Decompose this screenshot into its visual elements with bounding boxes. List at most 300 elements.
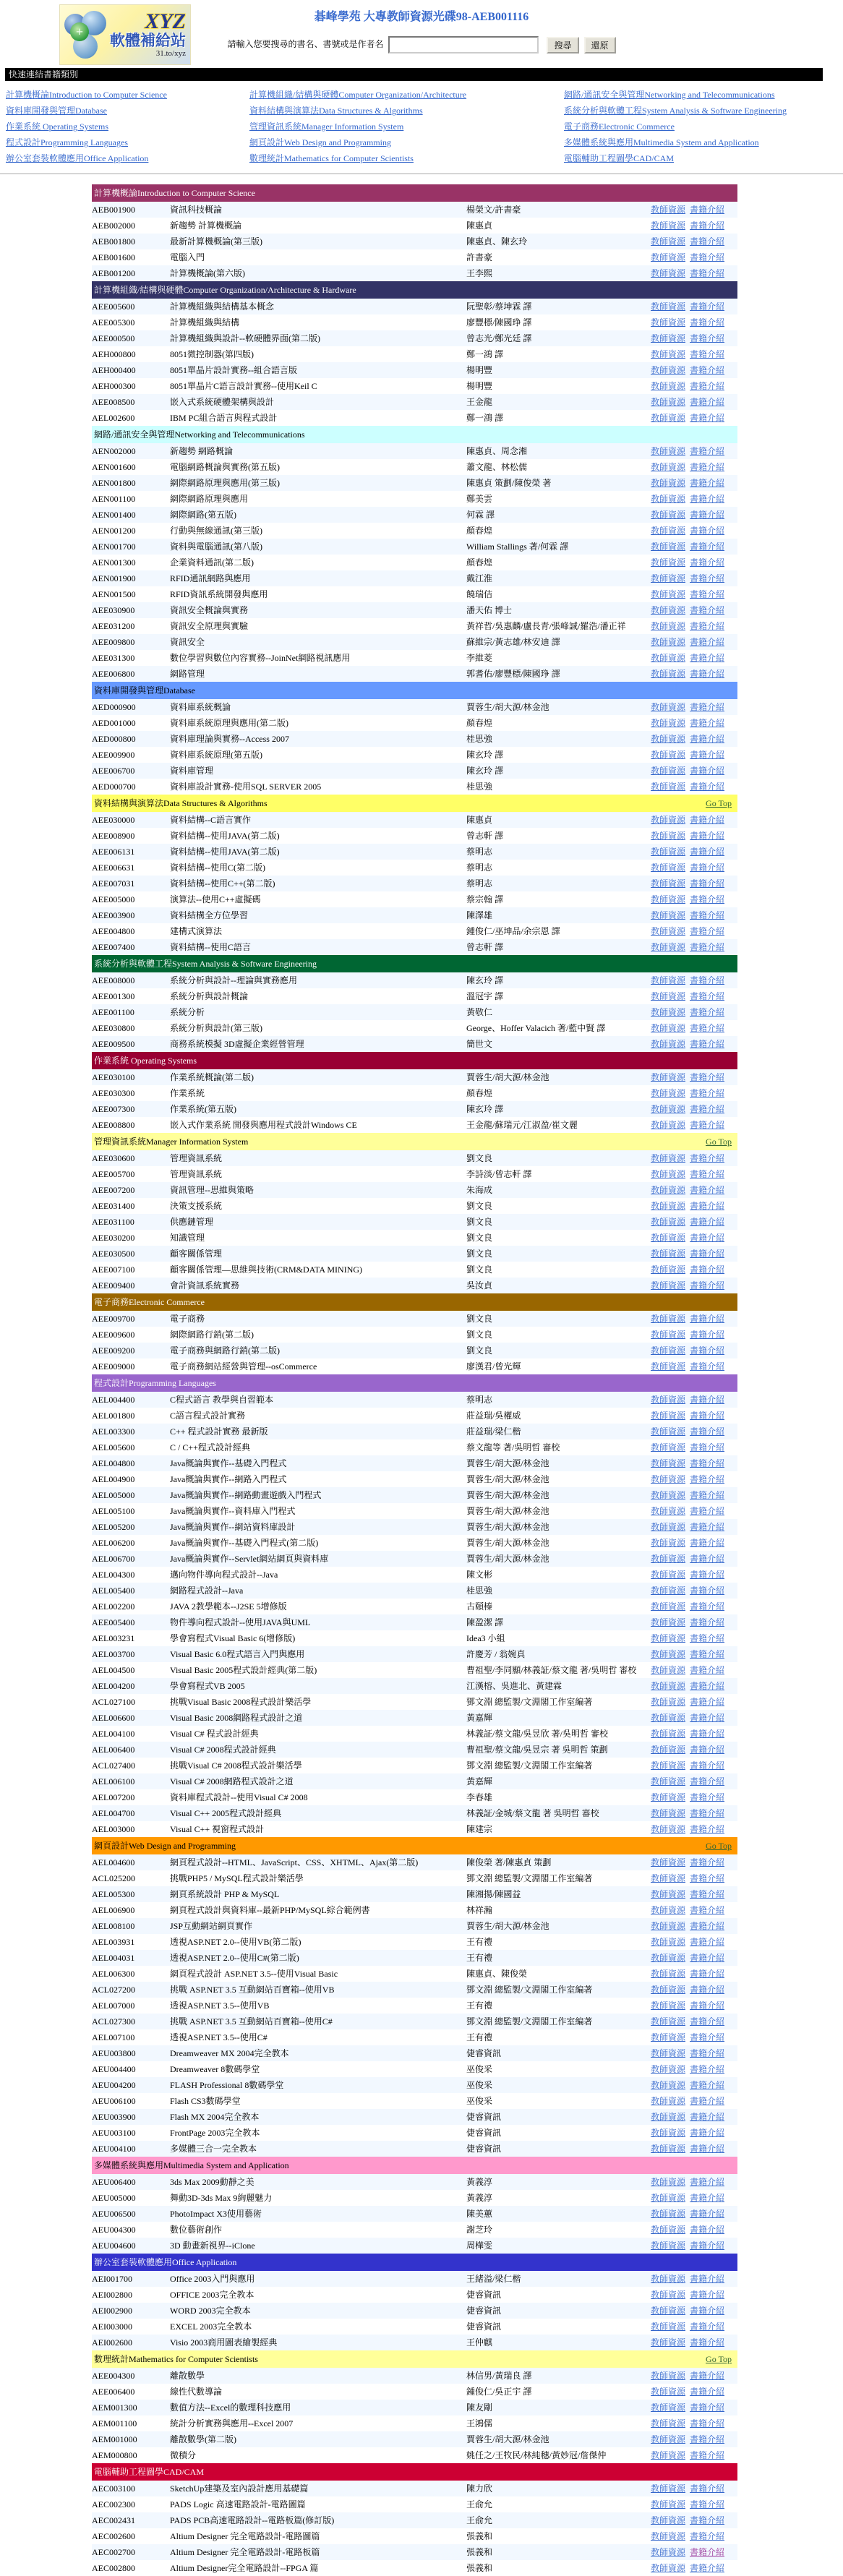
teacher-resource-link[interactable]: 教師資源 (651, 2322, 686, 2332)
quick-link-8[interactable]: 電子商務Electronic Commerce (564, 121, 675, 132)
quick-link-12[interactable]: 辦公室套裝軟體應用Office Application (6, 153, 149, 163)
teacher-resource-link[interactable]: 教師資源 (651, 1808, 686, 1818)
book-intro-link[interactable]: 書籍介紹 (690, 2483, 725, 2494)
book-intro-link[interactable]: 書籍介紹 (690, 365, 725, 375)
teacher-resource-link[interactable]: 教師資源 (651, 910, 686, 920)
teacher-resource-link[interactable]: 教師資源 (651, 975, 686, 985)
book-author: 賈蓉生/胡大源/林金池 (466, 2434, 549, 2444)
teacher-resource-link[interactable]: 教師資源 (651, 2144, 686, 2154)
teacher-resource-link[interactable]: 教師資源 (651, 1697, 686, 1707)
book-intro-link[interactable]: 書籍介紹 (690, 1233, 725, 1243)
book-title: Visual Basic 6.0程式語言入門與應用 (170, 1649, 305, 1659)
book-intro-link[interactable]: 書籍介紹 (690, 1745, 725, 1755)
teacher-resource-link[interactable]: 教師資源 (651, 863, 686, 873)
book-intro-link[interactable]: 書籍介紹 (690, 2322, 725, 2332)
teacher-resource-link[interactable]: 教師資源 (651, 2274, 686, 2284)
book-intro-link[interactable]: 書籍介紹 (690, 1969, 725, 1979)
teacher-resource-link[interactable]: 教師資源 (651, 2209, 686, 2219)
book-intro-link[interactable]: 書籍介紹 (690, 1345, 725, 1356)
book-intro-link[interactable]: 書籍介紹 (690, 2450, 725, 2460)
teacher-resource-link[interactable]: 教師資源 (651, 1873, 686, 1883)
book-intro-link[interactable]: 書籍介紹 (690, 1120, 725, 1130)
book-intro-link[interactable]: 書籍介紹 (690, 573, 725, 583)
book-intro-link[interactable]: 書籍介紹 (690, 381, 725, 391)
teacher-resource-link[interactable]: 教師資源 (651, 2387, 686, 2397)
quick-link-2[interactable]: 網路/通訊安全與管理Networking and Telecommunications (564, 90, 775, 100)
book-intro-link[interactable]: 書籍介紹 (690, 878, 725, 889)
teacher-resource-link[interactable]: 教師資源 (651, 2001, 686, 2011)
teacher-resource-link[interactable]: 教師資源 (651, 526, 686, 536)
teacher-resource-link[interactable]: 教師資源 (651, 991, 686, 1001)
book-title: 資料庫系統概論 (170, 702, 231, 712)
book-intro-link[interactable]: 書籍介紹 (690, 413, 725, 423)
teacher-resource-link[interactable]: 教師資源 (651, 1776, 686, 1786)
teacher-resource-link[interactable]: 教師資源 (651, 1280, 686, 1291)
teacher-resource-link[interactable]: 教師資源 (651, 1361, 686, 1372)
book-intro-link[interactable]: 書籍介紹 (690, 718, 725, 728)
book-intro-link[interactable]: 書籍介紹 (690, 2531, 725, 2541)
teacher-resource-link[interactable]: 教師資源 (651, 2434, 686, 2444)
teacher-resource-link[interactable]: 教師資源 (651, 1601, 686, 1612)
book-title: 網頁程式設計與資料庫--最新PHP/MySQL綜合範例書 (170, 1905, 370, 1915)
teacher-resource-link[interactable]: 教師資源 (651, 1039, 686, 1049)
quick-link-13[interactable]: 數理統計Mathematics for Computer Scientists (249, 153, 414, 163)
book-intro-link[interactable]: 書籍介紹 (690, 2032, 725, 2042)
teacher-resource-link[interactable]: 教師資源 (651, 2531, 686, 2541)
book-intro-link[interactable]: 書籍介紹 (690, 526, 725, 536)
book-intro-link[interactable]: 書籍介紹 (690, 942, 725, 952)
teacher-resource-link[interactable]: 教師資源 (651, 333, 686, 343)
book-intro-link[interactable]: 書籍介紹 (690, 1490, 725, 1500)
teacher-resource-link[interactable]: 教師資源 (651, 894, 686, 904)
search-input[interactable] (388, 36, 539, 54)
book-intro-link[interactable]: 書籍介紹 (690, 847, 725, 857)
teacher-resource-link[interactable]: 教師資源 (651, 1937, 686, 1947)
book-intro-link[interactable]: 書籍介紹 (690, 2290, 725, 2300)
book-intro-link[interactable]: 書籍介紹 (690, 2499, 725, 2509)
teacher-resource-link[interactable]: 教師資源 (651, 1217, 686, 1227)
book-title: 8051微控制器(第四版) (170, 349, 254, 359)
book-intro-link[interactable]: 書籍介紹 (690, 1937, 725, 1947)
book-intro-link[interactable]: 書籍介紹 (690, 2112, 725, 2122)
book-intro-link[interactable]: 書籍介紹 (690, 301, 725, 312)
book-intro-link[interactable]: 書籍介紹 (690, 1280, 725, 1291)
book-intro-link[interactable]: 書籍介紹 (690, 1411, 725, 1421)
teacher-resource-link[interactable]: 教師資源 (651, 1185, 686, 1195)
book-intro-link[interactable]: 書籍介紹 (690, 1442, 725, 1452)
teacher-resource-link[interactable]: 教師資源 (651, 1985, 686, 1995)
book-intro-link[interactable]: 書籍介紹 (690, 1824, 725, 1834)
book-intro-link[interactable]: 書籍介紹 (690, 1361, 725, 1372)
book-intro-link[interactable]: 書籍介紹 (690, 2016, 725, 2027)
teacher-resource-link[interactable]: 教師資源 (651, 2547, 686, 2557)
teacher-resource-link[interactable]: 教師資源 (651, 252, 686, 262)
teacher-resource-link[interactable]: 教師資源 (651, 831, 686, 841)
teacher-resource-link[interactable]: 教師資源 (651, 2048, 686, 2058)
book-intro-link[interactable]: 書籍介紹 (690, 2274, 725, 2284)
go-top-link[interactable]: Go Top (706, 1841, 732, 1851)
teacher-resource-link[interactable]: 教師資源 (651, 942, 686, 952)
teacher-resource-link[interactable]: 教師資源 (651, 750, 686, 760)
teacher-resource-link[interactable]: 教師資源 (651, 926, 686, 936)
teacher-resource-link[interactable]: 教師資源 (651, 1345, 686, 1356)
book-intro-link[interactable]: 書籍介紹 (690, 831, 725, 841)
teacher-resource-link[interactable]: 教師資源 (651, 878, 686, 889)
teacher-resource-link[interactable]: 教師資源 (651, 301, 686, 312)
book-intro-link[interactable]: 書籍介紹 (690, 975, 725, 985)
book-intro-link[interactable]: 書籍介紹 (690, 2144, 725, 2154)
book-intro-link[interactable]: 書籍介紹 (690, 1889, 725, 1899)
teacher-resource-link[interactable]: 教師資源 (651, 1570, 686, 1580)
teacher-resource-link[interactable]: 教師資源 (651, 446, 686, 456)
teacher-resource-link[interactable]: 教師資源 (651, 1792, 686, 1802)
book-intro-link[interactable]: 書籍介紹 (690, 1201, 725, 1211)
book-intro-link[interactable]: 書籍介紹 (690, 2371, 725, 2381)
teacher-resource-link[interactable]: 教師資源 (651, 1745, 686, 1755)
teacher-resource-link[interactable]: 教師資源 (651, 2499, 686, 2509)
book-intro-link[interactable]: 書籍介紹 (690, 1474, 725, 1484)
teacher-resource-link[interactable]: 教師資源 (651, 718, 686, 728)
book-intro-link[interactable]: 書籍介紹 (690, 1007, 725, 1017)
book-intro-link[interactable]: 書籍介紹 (690, 734, 725, 744)
search-label: 請輸入您要搜尋的書名、書號或是作者名 (227, 38, 384, 49)
book-intro-link[interactable]: 書籍介紹 (690, 2241, 725, 2251)
teacher-resource-link[interactable]: 教師資源 (651, 1395, 686, 1405)
book-intro-link[interactable]: 書籍介紹 (690, 221, 725, 231)
teacher-resource-link[interactable]: 教師資源 (651, 365, 686, 375)
teacher-resource-link[interactable]: 教師資源 (651, 1633, 686, 1643)
book-intro-link[interactable]: 書籍介紹 (690, 349, 725, 359)
quick-link-14[interactable]: 電腦輔助工程圖學CAD/CAM (564, 153, 675, 163)
book-intro-link[interactable]: 書籍介紹 (690, 910, 725, 920)
quick-link-11[interactable]: 多媒體系統與應用Multimedia System and Application (564, 137, 759, 147)
book-intro-link[interactable]: 書籍介紹 (690, 991, 725, 1001)
teacher-resource-link[interactable]: 教師資源 (651, 573, 686, 583)
book-intro-link[interactable]: 書籍介紹 (690, 2064, 725, 2074)
book-intro-link[interactable]: 書籍介紹 (690, 446, 725, 456)
book-intro-link[interactable]: 書籍介紹 (690, 2209, 725, 2219)
teacher-resource-link[interactable]: 教師資源 (651, 1713, 686, 1723)
quick-link-1[interactable]: 計算機組織/結構與硬體Computer Organization/Architecture (249, 90, 467, 100)
book-intro-link[interactable]: 書籍介紹 (690, 1586, 725, 1596)
book-intro-link[interactable]: 書籍介紹 (690, 1633, 725, 1643)
teacher-resource-link[interactable]: 教師資源 (651, 2402, 686, 2413)
book-intro-link[interactable]: 書籍介紹 (690, 1681, 725, 1691)
go-top-link[interactable]: Go Top (706, 798, 732, 808)
teacher-resource-link[interactable]: 教師資源 (651, 1474, 686, 1484)
book-intro-link[interactable]: 書籍介紹 (690, 2547, 725, 2557)
book-intro-link[interactable]: 書籍介紹 (690, 478, 725, 488)
book-intro-link[interactable]: 書籍介紹 (690, 1729, 725, 1739)
book-intro-link[interactable]: 書籍介紹 (690, 1395, 725, 1405)
book-intro-link[interactable]: 書籍介紹 (690, 1760, 725, 1771)
teacher-resource-link[interactable]: 教師資源 (651, 349, 686, 359)
reset-button[interactable]: 還原 (584, 37, 616, 54)
teacher-resource-link[interactable]: 教師資源 (651, 2032, 686, 2042)
book-intro-link[interactable]: 書籍介紹 (690, 1458, 725, 1468)
quick-link-4[interactable]: 資料結構與演算法Data Structures & Algorithms (249, 106, 423, 116)
teacher-resource-link[interactable]: 教師資源 (651, 1265, 686, 1275)
book-intro-link[interactable]: 書籍介紹 (690, 782, 725, 792)
book-intro-link[interactable]: 書籍介紹 (690, 2402, 725, 2413)
search-button[interactable]: 搜尋 (547, 37, 578, 54)
teacher-resource-link[interactable]: 教師資源 (651, 1857, 686, 1867)
book-intro-link[interactable]: 書籍介紹 (690, 1217, 725, 1227)
book-intro-link[interactable]: 書籍介紹 (690, 1921, 725, 1931)
book-intro-link[interactable]: 書籍介紹 (690, 589, 725, 599)
teacher-resource-link[interactable]: 教師資源 (651, 2450, 686, 2460)
quick-link-9[interactable]: 程式設計Programming Languages (6, 137, 128, 147)
teacher-resource-link[interactable]: 教師資源 (651, 268, 686, 278)
teacher-resource-link[interactable]: 教師資源 (651, 381, 686, 391)
teacher-resource-link[interactable]: 教師資源 (651, 1681, 686, 1691)
book-intro-link[interactable]: 書籍介紹 (690, 1426, 725, 1437)
teacher-resource-link[interactable]: 教師資源 (651, 782, 686, 792)
book-author: 鄭一鴻 譯 (466, 349, 504, 359)
book-intro-link[interactable]: 書籍介紹 (690, 1985, 725, 1995)
quick-link-7[interactable]: 管理資訊系統Manager Information System (249, 121, 404, 132)
book-intro-link[interactable]: 書籍介紹 (690, 750, 725, 760)
book-intro-link[interactable]: 書籍介紹 (690, 766, 725, 776)
teacher-resource-link[interactable]: 教師資源 (651, 621, 686, 631)
teacher-resource-link[interactable]: 教師資源 (651, 589, 686, 599)
book-intro-link[interactable]: 書籍介紹 (690, 1314, 725, 1324)
book-intro-link[interactable]: 書籍介紹 (690, 1104, 725, 1114)
teacher-resource-link[interactable]: 教師資源 (651, 1554, 686, 1564)
book-intro-link[interactable]: 書籍介紹 (690, 1039, 725, 1049)
teacher-resource-link[interactable]: 教師資源 (651, 2241, 686, 2251)
teacher-resource-link[interactable]: 教師資源 (651, 2371, 686, 2381)
teacher-resource-link[interactable]: 教師資源 (651, 1088, 686, 1098)
book-intro-link[interactable]: 書籍介紹 (690, 621, 725, 631)
book-intro-link[interactable]: 書籍介紹 (690, 1153, 725, 1163)
book-intro-link[interactable]: 書籍介紹 (690, 863, 725, 873)
teacher-resource-link[interactable]: 教師資源 (651, 317, 686, 328)
teacher-resource-link[interactable]: 教師資源 (651, 1120, 686, 1130)
teacher-resource-link[interactable]: 教師資源 (651, 1023, 686, 1033)
teacher-resource-link[interactable]: 教師資源 (651, 2337, 686, 2348)
teacher-resource-link[interactable]: 教師資源 (651, 2225, 686, 2235)
book-intro-link[interactable]: 書籍介紹 (690, 317, 725, 328)
book-intro-link[interactable]: 書籍介紹 (690, 1713, 725, 1723)
teacher-resource-link[interactable]: 教師資源 (651, 2515, 686, 2525)
book-intro-link[interactable]: 書籍介紹 (690, 1808, 725, 1818)
book-intro-link[interactable]: 書籍介紹 (690, 1649, 725, 1659)
quick-link-5[interactable]: 系統分析與軟體工程System Analysis & Software Engineering (564, 106, 787, 116)
teacher-resource-link[interactable]: 教師資源 (651, 1411, 686, 1421)
book-intro-link[interactable]: 書籍介紹 (690, 2387, 725, 2397)
teacher-resource-link[interactable]: 教師資源 (651, 413, 686, 423)
teacher-resource-link[interactable]: 教師資源 (651, 510, 686, 520)
book-intro-link[interactable]: 書籍介紹 (690, 1857, 725, 1867)
teacher-resource-link[interactable]: 教師資源 (651, 1617, 686, 1627)
book-intro-link[interactable]: 書籍介紹 (690, 236, 725, 247)
book-intro-link[interactable]: 書籍介紹 (690, 510, 725, 520)
teacher-resource-link[interactable]: 教師資源 (651, 1249, 686, 1259)
quick-link-0[interactable]: 計算機概論Introduction to Computer Science (6, 90, 167, 100)
teacher-resource-link[interactable]: 教師資源 (651, 494, 686, 504)
teacher-resource-link[interactable]: 教師資源 (651, 1665, 686, 1675)
teacher-resource-link[interactable]: 教師資源 (651, 1824, 686, 1834)
book-intro-link[interactable]: 書籍介紹 (690, 1776, 725, 1786)
teacher-resource-link[interactable]: 教師資源 (651, 2080, 686, 2090)
teacher-resource-link[interactable]: 教師資源 (651, 1760, 686, 1771)
book-intro-link[interactable]: 書籍介紹 (690, 1665, 725, 1675)
teacher-resource-link[interactable]: 教師資源 (651, 1314, 686, 1324)
book-intro-link[interactable]: 書籍介紹 (690, 2048, 725, 2058)
teacher-resource-link[interactable]: 教師資源 (651, 557, 686, 568)
teacher-resource-link[interactable]: 教師資源 (651, 2306, 686, 2316)
teacher-resource-link[interactable]: 教師資源 (651, 605, 686, 615)
book-intro-link[interactable]: 書籍介紹 (690, 494, 725, 504)
book-intro-link[interactable]: 書籍介紹 (690, 1169, 725, 1179)
book-intro-link[interactable]: 書籍介紹 (690, 637, 725, 647)
book-intro-link[interactable]: 書籍介紹 (690, 1249, 725, 1259)
teacher-resource-link[interactable]: 教師資源 (651, 1458, 686, 1468)
teacher-resource-link[interactable]: 教師資源 (651, 653, 686, 663)
book-intro-link[interactable]: 書籍介紹 (690, 702, 725, 712)
book-title: PADS PCB高速電路設計--電路板篇(修訂版) (170, 2515, 335, 2525)
book-intro-link[interactable]: 書籍介紹 (690, 557, 725, 568)
teacher-resource-link[interactable]: 教師資源 (651, 2418, 686, 2429)
teacher-resource-link[interactable]: 教師資源 (651, 2290, 686, 2300)
book-intro-link[interactable]: 書籍介紹 (690, 1697, 725, 1707)
teacher-resource-link[interactable]: 教師資源 (651, 2112, 686, 2122)
book-intro-link[interactable]: 書籍介紹 (690, 2096, 725, 2106)
teacher-resource-link[interactable]: 教師資源 (651, 1969, 686, 1979)
book-title: Altium Designer 完全電路設計-電路板篇 (170, 2547, 320, 2557)
book-intro-link[interactable]: 書籍介紹 (690, 397, 725, 407)
teacher-resource-link[interactable]: 教師資源 (651, 1330, 686, 1340)
book-intro-link[interactable]: 書籍介紹 (690, 252, 725, 262)
book-intro-link[interactable]: 書籍介紹 (690, 1538, 725, 1548)
book-intro-link[interactable]: 書籍介紹 (690, 2128, 725, 2138)
book-intro-link[interactable]: 書籍介紹 (690, 2080, 725, 2090)
teacher-resource-link[interactable]: 教師資源 (651, 847, 686, 857)
quick-link-6[interactable]: 作業系統 Operating Systems (6, 121, 108, 132)
teacher-resource-link[interactable]: 教師資源 (651, 1729, 686, 1739)
book-intro-link[interactable]: 書籍介紹 (690, 1265, 725, 1275)
book-intro-link[interactable]: 書籍介紹 (690, 205, 725, 215)
teacher-resource-link[interactable]: 教師資源 (651, 637, 686, 647)
teacher-resource-link[interactable]: 教師資源 (651, 1201, 686, 1211)
book-links (651, 1646, 737, 1662)
teacher-resource-link[interactable]: 教師資源 (651, 734, 686, 744)
teacher-resource-link[interactable]: 教師資源 (651, 2064, 686, 2074)
teacher-resource-link[interactable]: 教師資源 (651, 1506, 686, 1516)
teacher-resource-link[interactable]: 教師資源 (651, 542, 686, 552)
book-intro-link[interactable]: 書籍介紹 (690, 542, 725, 552)
teacher-resource-link[interactable]: 教師資源 (651, 1490, 686, 1500)
book-intro-link[interactable]: 書籍介紹 (690, 1185, 725, 1195)
teacher-resource-link[interactable]: 教師資源 (651, 462, 686, 472)
book-intro-link[interactable]: 書籍介紹 (690, 894, 725, 904)
teacher-resource-link[interactable]: 教師資源 (651, 1072, 686, 1082)
teacher-resource-link[interactable]: 教師資源 (651, 1538, 686, 1548)
teacher-resource-link[interactable]: 教師資源 (651, 2193, 686, 2203)
teacher-resource-link[interactable]: 教師資源 (651, 221, 686, 231)
book-intro-link[interactable]: 書籍介紹 (690, 815, 725, 825)
teacher-resource-link[interactable]: 教師資源 (651, 2096, 686, 2106)
teacher-resource-link[interactable]: 教師資源 (651, 1153, 686, 1163)
teacher-resource-link[interactable]: 教師資源 (651, 2128, 686, 2138)
teacher-resource-link[interactable]: 教師資源 (651, 1889, 686, 1899)
teacher-resource-link[interactable]: 教師資源 (651, 702, 686, 712)
book-intro-link[interactable]: 書籍介紹 (690, 1330, 725, 1340)
book-intro-link[interactable]: 書籍介紹 (690, 1023, 725, 1033)
book-intro-link[interactable]: 書籍介紹 (690, 1873, 725, 1883)
teacher-resource-link[interactable]: 教師資源 (651, 1169, 686, 1179)
book-intro-link[interactable]: 書籍介紹 (690, 1792, 725, 1802)
teacher-resource-link[interactable]: 教師資源 (651, 2563, 686, 2573)
teacher-resource-link[interactable]: 教師資源 (651, 1522, 686, 1532)
teacher-resource-link[interactable]: 教師資源 (651, 1104, 686, 1114)
book-intro-link[interactable]: 書籍介紹 (690, 1088, 725, 1098)
book-intro-link[interactable]: 書籍介紹 (690, 2001, 725, 2011)
book-intro-link[interactable]: 書籍介紹 (690, 1554, 725, 1564)
teacher-resource-link[interactable]: 教師資源 (651, 2483, 686, 2494)
teacher-resource-link[interactable]: 教師資源 (651, 205, 686, 215)
book-intro-link[interactable]: 書籍介紹 (690, 462, 725, 472)
quick-link-3[interactable]: 資料庫開發與管理Database (6, 106, 107, 116)
teacher-resource-link[interactable]: 教師資源 (651, 1233, 686, 1243)
teacher-resource-link[interactable]: 教師資源 (651, 1905, 686, 1915)
teacher-resource-link[interactable]: 教師資源 (651, 669, 686, 679)
teacher-resource-link[interactable]: 教師資源 (651, 1586, 686, 1596)
book-intro-link[interactable]: 書籍介紹 (690, 2418, 725, 2429)
teacher-resource-link[interactable]: 教師資源 (651, 2016, 686, 2027)
book-intro-link[interactable]: 書籍介紹 (690, 669, 725, 679)
teacher-resource-link[interactable]: 教師資源 (651, 397, 686, 407)
teacher-resource-link[interactable]: 教師資源 (651, 1426, 686, 1437)
book-intro-link[interactable]: 書籍介紹 (690, 1601, 725, 1612)
go-top-link[interactable]: Go Top (706, 1137, 732, 1147)
book-intro-link[interactable]: 書籍介紹 (690, 1617, 725, 1627)
book-intro-link[interactable]: 書籍介紹 (690, 2515, 725, 2525)
teacher-resource-link[interactable]: 教師資源 (651, 478, 686, 488)
book-intro-link[interactable]: 書籍介紹 (690, 653, 725, 663)
teacher-resource-link[interactable]: 教師資源 (651, 1442, 686, 1452)
book-intro-link[interactable]: 書籍介紹 (690, 2225, 725, 2235)
book-intro-link[interactable]: 書籍介紹 (690, 333, 725, 343)
teacher-resource-link[interactable]: 教師資源 (651, 236, 686, 247)
book-intro-link[interactable]: 書籍介紹 (690, 2337, 725, 2348)
book-intro-link[interactable]: 書籍介紹 (690, 926, 725, 936)
book-intro-link[interactable]: 書籍介紹 (690, 605, 725, 615)
book-intro-link[interactable]: 書籍介紹 (690, 1905, 725, 1915)
book-intro-link[interactable]: 書籍介紹 (690, 1522, 725, 1532)
teacher-resource-link[interactable]: 教師資源 (651, 815, 686, 825)
book-intro-link[interactable]: 書籍介紹 (690, 2306, 725, 2316)
book-intro-link[interactable]: 書籍介紹 (690, 1072, 725, 1082)
book-intro-link[interactable]: 書籍介紹 (690, 2563, 725, 2573)
book-intro-link[interactable]: 書籍介紹 (690, 1506, 725, 1516)
teacher-resource-link[interactable]: 教師資源 (651, 2177, 686, 2187)
teacher-resource-link[interactable]: 教師資源 (651, 1007, 686, 1017)
quick-link-10[interactable]: 網頁設計Web Design and Programming (249, 137, 392, 147)
book-intro-link[interactable]: 書籍介紹 (690, 2177, 725, 2187)
book-intro-link[interactable]: 書籍介紹 (690, 2193, 725, 2203)
book-intro-link[interactable]: 書籍介紹 (690, 1570, 725, 1580)
teacher-resource-link[interactable]: 教師資源 (651, 1649, 686, 1659)
teacher-resource-link[interactable]: 教師資源 (651, 1953, 686, 1963)
book-intro-link[interactable]: 書籍介紹 (690, 2434, 725, 2444)
book-intro-link[interactable]: 書籍介紹 (690, 268, 725, 278)
go-top-link[interactable]: Go Top (706, 2354, 732, 2364)
book-intro-link[interactable]: 書籍介紹 (690, 1953, 725, 1963)
teacher-resource-link[interactable]: 教師資源 (651, 1921, 686, 1931)
teacher-resource-link[interactable]: 教師資源 (651, 766, 686, 776)
